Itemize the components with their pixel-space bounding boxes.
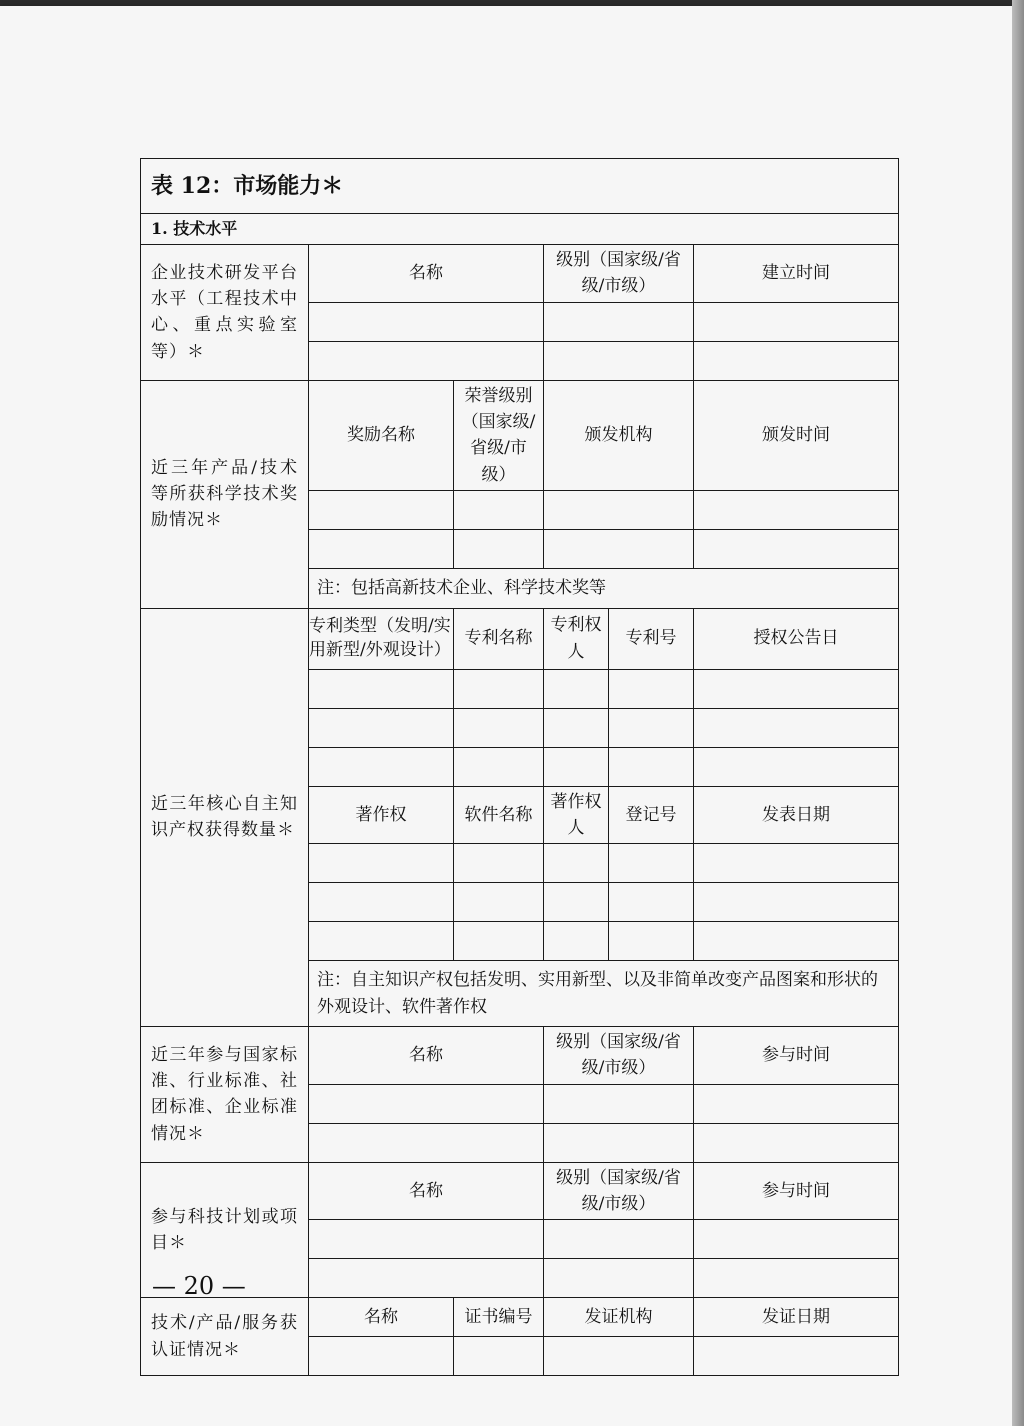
projects-cell[interactable] (544, 1259, 694, 1298)
ip-copyright-header-type: 著作权 (309, 786, 454, 844)
awards-label: 近三年产品/技术等所获科学技术奖励情况＊ (141, 380, 309, 608)
ip-cell[interactable] (309, 708, 454, 747)
ip-cell[interactable] (309, 669, 454, 708)
ip-cell[interactable] (454, 844, 544, 883)
ip-copyright-header-holder: 著作权人 (544, 786, 609, 844)
ip-cell[interactable] (309, 844, 454, 883)
section-heading: 1. 技术水平 (141, 214, 899, 245)
cert-header-issuer: 发证机构 (544, 1298, 694, 1337)
ip-cell[interactable] (309, 883, 454, 922)
ip-label: 近三年核心自主知识产权获得数量＊ (141, 608, 309, 1026)
ip-cell[interactable] (609, 669, 694, 708)
ip-cell[interactable] (544, 747, 609, 786)
rd-platform-label: 企业技术研发平台水平（工程技术中心、重点实验室等）＊ (141, 245, 309, 381)
ip-cell[interactable] (609, 844, 694, 883)
ip-cell[interactable] (544, 669, 609, 708)
cert-cell[interactable] (454, 1337, 544, 1376)
standards-cell[interactable] (694, 1123, 899, 1162)
rd-cell[interactable] (309, 341, 544, 380)
awards-cell[interactable] (694, 491, 899, 530)
projects-header-level: 级别（国家级/省级/市级） (544, 1162, 694, 1220)
standards-cell[interactable] (309, 1084, 544, 1123)
ip-patent-header-name: 专利名称 (454, 608, 544, 669)
ip-cell[interactable] (309, 747, 454, 786)
rd-cell[interactable] (309, 302, 544, 341)
awards-header-level: 荣誉级别（国家级/省级/市级） (454, 380, 544, 490)
ip-patent-header-date: 授权公告日 (694, 608, 899, 669)
projects-header-date: 参与时间 (694, 1162, 899, 1220)
ip-cell[interactable] (694, 844, 899, 883)
ip-cell[interactable] (694, 747, 899, 786)
ip-cell[interactable] (544, 922, 609, 961)
awards-cell[interactable] (694, 530, 899, 569)
ip-patent-header-type: 专利类型（发明/实用新型/外观设计） (309, 608, 454, 669)
awards-note: 注：包括高新技术企业、科学技术奖等 (309, 569, 899, 608)
cert-header-number: 证书编号 (454, 1298, 544, 1337)
standards-cell[interactable] (544, 1123, 694, 1162)
awards-cell[interactable] (544, 530, 694, 569)
ip-cell[interactable] (454, 708, 544, 747)
awards-cell[interactable] (309, 491, 454, 530)
cert-cell[interactable] (544, 1337, 694, 1376)
standards-header-level: 级别（国家级/省级/市级） (544, 1026, 694, 1084)
awards-header-issuer: 颁发机构 (544, 380, 694, 490)
ip-cell[interactable] (694, 883, 899, 922)
rd-cell[interactable] (694, 302, 899, 341)
scan-right-edge (1012, 0, 1024, 1426)
ip-cell[interactable] (454, 747, 544, 786)
standards-cell[interactable] (544, 1084, 694, 1123)
projects-cell[interactable] (309, 1259, 544, 1298)
ip-cell[interactable] (609, 708, 694, 747)
certification-label: 技术/产品/服务获认证情况＊ (141, 1298, 309, 1376)
awards-cell[interactable] (544, 491, 694, 530)
market-capability-table (140, 158, 899, 1376)
cert-header-name: 名称 (309, 1298, 454, 1337)
standards-label: 近三年参与国家标准、行业标准、社团标准、企业标准情况＊ (141, 1026, 309, 1162)
rd-header-date: 建立时间 (694, 245, 899, 303)
awards-cell[interactable] (309, 530, 454, 569)
ip-cell[interactable] (694, 669, 899, 708)
rd-cell[interactable] (544, 302, 694, 341)
ip-cell[interactable] (609, 922, 694, 961)
standards-cell[interactable] (309, 1123, 544, 1162)
ip-cell[interactable] (609, 883, 694, 922)
cert-cell[interactable] (309, 1337, 454, 1376)
ip-cell[interactable] (544, 708, 609, 747)
projects-cell[interactable] (694, 1259, 899, 1298)
ip-cell[interactable] (454, 883, 544, 922)
page-number: — 20 — (152, 1272, 246, 1300)
standards-cell[interactable] (694, 1084, 899, 1123)
ip-note: 注：自主知识产权包括发明、实用新型、以及非简单改变产品图案和形状的外观设计、软件著作权 (309, 961, 899, 1027)
ip-cell[interactable] (454, 669, 544, 708)
rd-header-level: 级别（国家级/省级/市级） (544, 245, 694, 303)
ip-cell[interactable] (609, 747, 694, 786)
ip-cell[interactable] (309, 922, 454, 961)
projects-cell[interactable] (309, 1220, 544, 1259)
table-title: 表 12：市场能力＊ (141, 159, 899, 214)
projects-cell[interactable] (544, 1220, 694, 1259)
rd-cell[interactable] (544, 341, 694, 380)
ip-cell[interactable] (544, 844, 609, 883)
ip-cell[interactable] (694, 708, 899, 747)
cert-cell[interactable] (694, 1337, 899, 1376)
cert-header-date: 发证日期 (694, 1298, 899, 1337)
projects-label: 参与科技计划或项目＊ (141, 1162, 309, 1298)
ip-cell[interactable] (544, 883, 609, 922)
awards-cell[interactable] (454, 491, 544, 530)
projects-cell[interactable] (694, 1220, 899, 1259)
awards-header-date: 颁发时间 (694, 380, 899, 490)
ip-patent-header-holder: 专利权人 (544, 608, 609, 669)
ip-cell[interactable] (454, 922, 544, 961)
projects-header-name: 名称 (309, 1162, 544, 1220)
ip-copyright-header-number: 登记号 (609, 786, 694, 844)
ip-cell[interactable] (694, 922, 899, 961)
ip-copyright-header-date: 发表日期 (694, 786, 899, 844)
awards-cell[interactable] (454, 530, 544, 569)
standards-header-date: 参与时间 (694, 1026, 899, 1084)
standards-header-name: 名称 (309, 1026, 544, 1084)
ip-copyright-header-name: 软件名称 (454, 786, 544, 844)
ip-patent-header-number: 专利号 (609, 608, 694, 669)
awards-header-name: 奖励名称 (309, 380, 454, 490)
rd-header-name: 名称 (309, 245, 544, 303)
rd-cell[interactable] (694, 341, 899, 380)
